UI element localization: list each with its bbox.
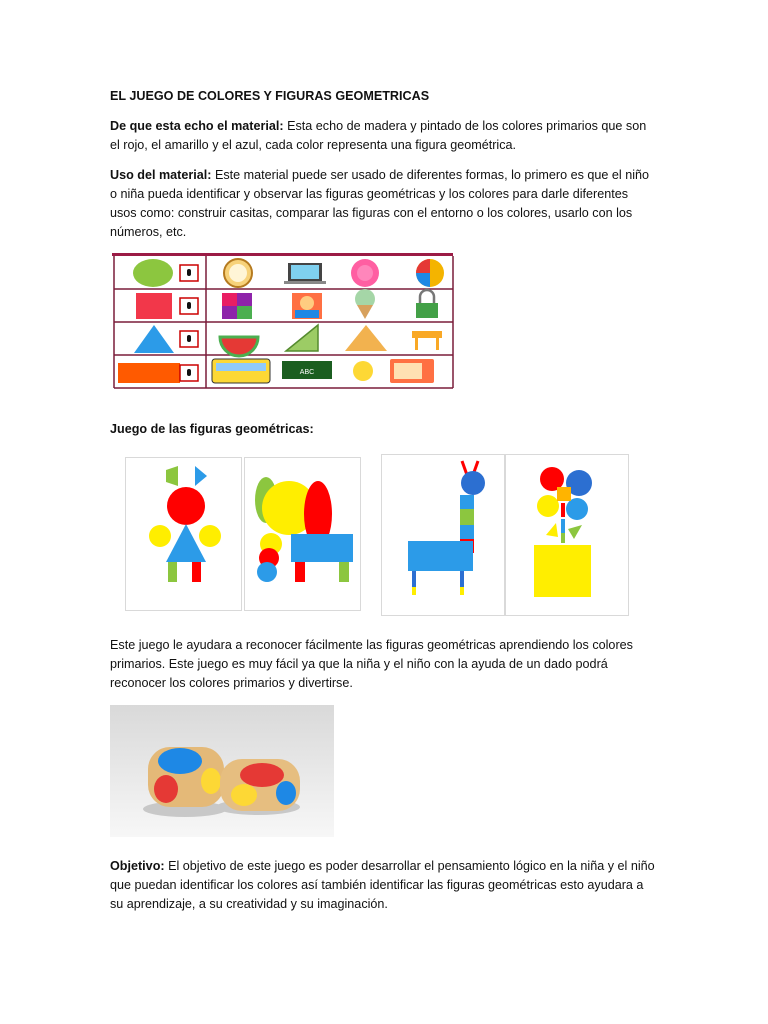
material-label: De que esta echo el material: [110, 119, 284, 133]
objetivo-label: Objetivo: [110, 859, 165, 873]
chalkboard-label: ABC [299, 369, 315, 376]
objetivo-paragraph [110, 857, 658, 914]
juego-paragraph: Este juego le ayudara a reconocer fácilmente las figuras geométricas aprendiendo los colores primarios. Este juego es muy fácil ya que la niña y el niño con la ayuda de un dado podrá reconocer los colores primarios y divertirse. [110, 638, 633, 690]
uso-paragraph [110, 166, 658, 242]
juego-heading: Juego de las figuras geométricas: [110, 422, 314, 436]
dice-photo [110, 705, 334, 837]
material-text: Esta echo de madera y pintado de los colores primarios que son el rojo, el amarillo y el azul, cada color representa una figura geométrica. [110, 119, 647, 152]
material-paragraph [110, 117, 658, 155]
document-title: EL JUEGO DE COLORES Y FIGURAS GEOMETRICAS [110, 89, 430, 103]
flower-figure-card [505, 454, 629, 616]
uso-text: Este material puede ser usado de diferentes formas, lo primero es que el niño o niña pueda identificar y observar las figuras geométricas y los colores para darle diferentes usos como: construir casitas, comparar las figuras con el entorno o los colores, usarlo con los números, etc. [110, 168, 650, 239]
shape-figure-card [125, 457, 242, 611]
shapes-chart-image [110, 253, 455, 390]
elephant-figure-card [244, 457, 361, 611]
uso-label: Uso del material: [110, 168, 212, 182]
objetivo-text: El objetivo de este juego es poder desarrollar el pensamiento lógico en la niña y el niño que puedan identificar los colores así también identificar las figuras geométricas esto ayudara a su aprendizaje, a su creatividad y su imaginación. [110, 859, 655, 911]
giraffe-figure-card [381, 454, 505, 616]
